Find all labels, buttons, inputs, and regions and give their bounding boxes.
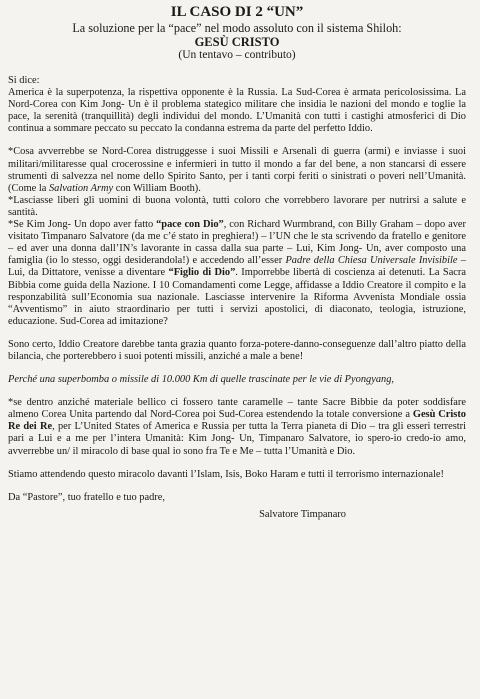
- paragraph-2-italic: Salvation Army: [48, 182, 114, 194]
- paragraph-2-text-c: con William Booth).: [113, 182, 201, 194]
- subject-name: GESÙ CRISTO: [194, 35, 280, 49]
- paragraph-5: Sono certo, Iddio Creatore darebbe tanta grazia quanto forza-potere-danno-conseguenze dall’altro piatto della bilancia, che porterebbero i suoi potenti missili, anziché a male a bene!: [8, 338, 466, 362]
- paragraph-7-bold: Gesù Cristo Re dei Re: [8, 409, 466, 433]
- document-title: IL CASO DI 2 “UN”: [170, 4, 304, 20]
- paragraph-4-italic: Padre della Chiesa Universale Invisibile: [285, 255, 458, 267]
- paragraph-1: America è la superpotenza, la rispettiva opponente è la Russia. La Sud-Corea è armata pericolosissima. La Nord-Corea con Kim Jong- Un è il problema stategico militare che insidia le nazioni del mondo e toglie la pace, la serenità (tranquillità) degli individui del mondo. L’Umanità con tutti i castighi atmosferici di Dio continua a sommare peccato su peccato la condanna estrema da parte del perfetto Iddio.: [8, 87, 466, 135]
- paragraph-4-bold-1: “pace con Dio”: [156, 219, 224, 231]
- paragraph-4-text-a: *Se Kim Jong- Un dopo aver fatto: [8, 219, 157, 231]
- paragraph-4-text-e: – Lui, da Dittatore, venisse a diventare: [8, 255, 467, 279]
- closing-line: Da “Pastore”, tuo fratello e tuo padre,: [8, 491, 165, 503]
- paragraph-8: Stiamo attendendo questo miracolo davanti l’Islam, Isis, Boko Haram e tutti il terrorismo internazionale!: [8, 468, 445, 480]
- paragraph-4-bold-2: “Figlio di Dio”: [168, 267, 236, 279]
- paragraph-6: [8, 374, 466, 386]
- intro-line: Si dice:: [8, 75, 40, 86]
- paragraph-6-italic: Perché una superbomba o missile di 10.000 Km di quelle trascinate per le vie di Pyongyang,: [8, 374, 395, 386]
- paragraph-2-text-a: *Cosa avverrebbe se Nord-Corea distruggesse i suoi Missili e Arsenali di guerra (armi) e inviasse i suoi militari/militaresse qual crocerossine e infermieri in tutto il mondo a far del bene, a non stancarsi di essere strumenti di salvezza nel nome dello Spirito Santo, per i tanti corpi feriti o sinistrati o poveri nell’Umanità. (Come la: [8, 146, 466, 194]
- paragraph-4: [8, 219, 466, 328]
- subtitle-note: (Un tentavo – contributo): [178, 49, 296, 61]
- paragraph-4-text-g: . Imporrebbe libertà di coscienza ai detenuti. La Sacra Bibbia come guida della Nazione. I 10 Comandamenti come Legge, affidasse a Iddio Creatore il compito e la responzabilità sull’Economia sua nazionale. Lasciasse intervenire la Riforma Avvenista Mondiale ossia “Avventismo” in aiuto straordinario per tutti i servizi apostolici, di diaconato, teologia, istruzione, educazione. Sud-Corea ad imitazione?: [8, 267, 466, 327]
- paragraph-2: [8, 146, 466, 194]
- paragraph-3: *Lasciasse liberi gli uomini di buona volontà, tutti coloro che vorrebbero lavorare per nutrirsi a salute e santità.: [8, 194, 466, 218]
- paragraph-7-text-a: *se dentro anziché materiale bellico ci fossero tante caramelle – tante Sacre Bibbie da poter soddisfare almeno Corea Unita partendo dal Nord-Corea poi Sud-Corea estendendo la totale conversione a: [8, 397, 466, 421]
- document-header: [8, 4, 466, 62]
- document-subtitle: La soluzione per la “pace” nel modo assoluto con il sistema Shiloh:: [72, 21, 402, 35]
- paragraph-7: [8, 397, 466, 457]
- paragraph-4-text-c: , con Richard Wurmbrand, con Billy Graham – dopo aver visitato Timpanaro Salvatore (da me c’é stato in preghiera!) – l’UN che le sta scrivendo da fratello e genitore – ed aver una donna dall’IN’s lavorante in cassa dalla sua parte – Lui, Kim Jong- Un, aver composto una famiglia (io lo stesso, oggi desiderandola!) e accedendo all’esser: [8, 219, 466, 267]
- signature: Salvatore Timpanaro: [259, 508, 346, 520]
- paragraph-7-text-c: , per L’United States of America e Russia per tutta la Terra pianeta di Dio – tra gli esseri terrestri pari a Lui e a me per l’intera Umanità: Kim Jong- Un, Timpanaro Salvatore, io spero-io credo-io amo, avverrebbe un/ il miracolo di base qual io sono fra Te e Me – tutta l’Umanità e Dio.: [8, 421, 466, 457]
- document-body: [8, 75, 466, 521]
